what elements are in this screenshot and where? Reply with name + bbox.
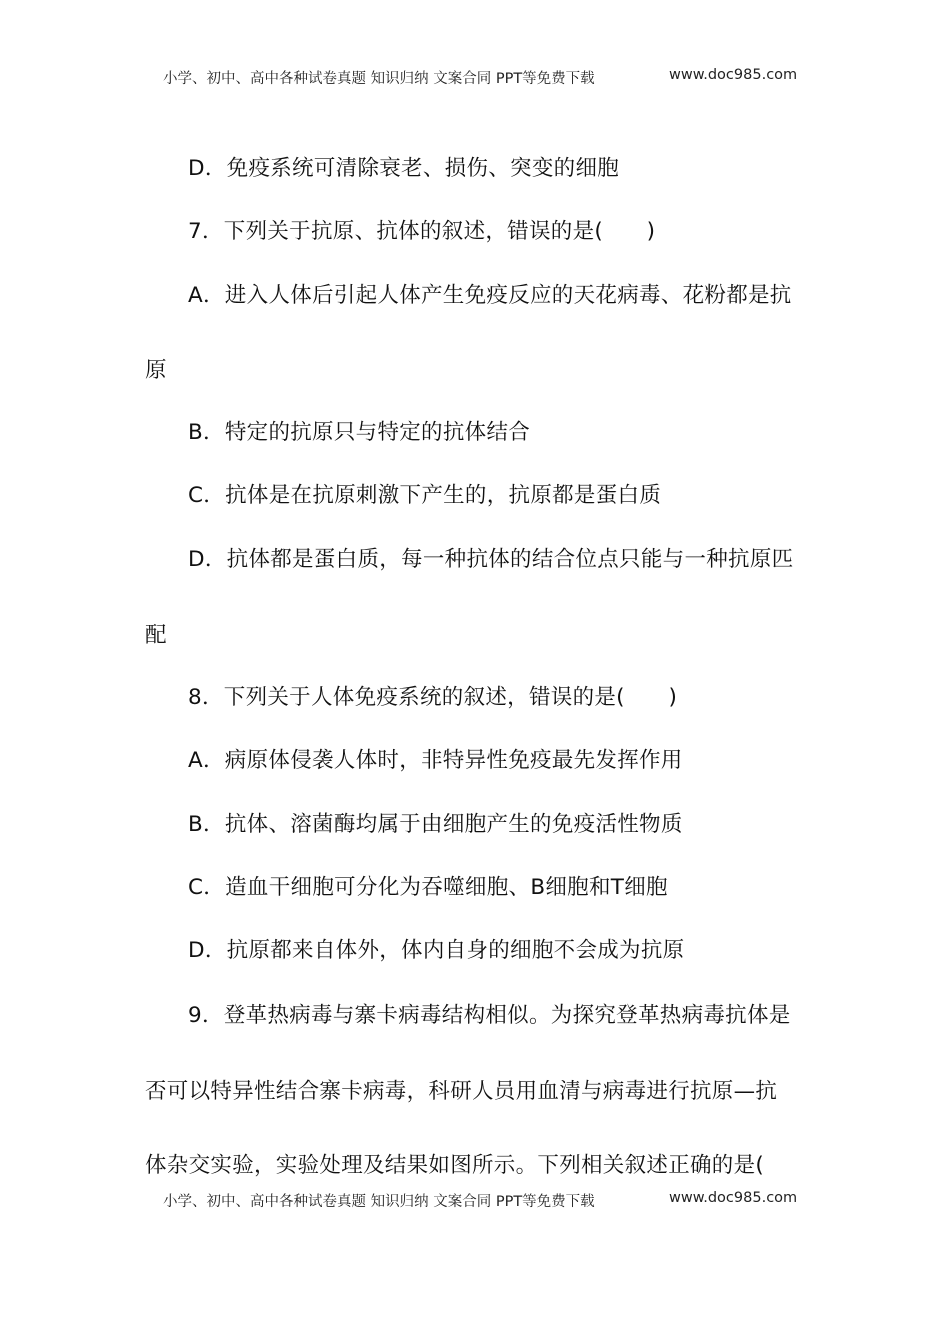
header-url[interactable]: www.doc985.com [669, 67, 798, 83]
header-text: 小学、初中、高中各种试卷真题 知识归纳 文案合同 PPT等免费下载 [163, 71, 595, 87]
option-8c: C．造血干细胞可分化为吞噬细胞、B细胞和T细胞 [188, 875, 668, 900]
question-9-stem-line1: 9．登革热病毒与寨卡病毒结构相似。为探究登革热病毒抗体是 [188, 1003, 791, 1028]
option-8b: B．抗体、溶菌酶均属于由细胞产生的免疫活性物质 [188, 812, 683, 837]
option-7c: C．抗体是在抗原刺激下产生的，抗原都是蛋白质 [188, 483, 662, 508]
option-8a: A．病原体侵袭人体时，非特异性免疫最先发挥作用 [188, 748, 683, 773]
question-7-stem: 7．下列关于抗原、抗体的叙述，错误的是( ) [188, 219, 656, 244]
question-9-stem-line3: 体杂交实验，实验处理及结果如图所示。下列相关叙述正确的是( [145, 1153, 765, 1178]
option-7d-continued: 配 [145, 623, 167, 648]
footer-url[interactable]: www.doc985.com [669, 1190, 798, 1206]
question-8-stem: 8．下列关于人体免疫系统的叙述，错误的是( ) [188, 685, 678, 710]
option-7a: A．进入人体后引起人体产生免疫反应的天花病毒、花粉都是抗 [188, 283, 792, 308]
option-6d: D．免疫系统可清除衰老、损伤、突变的细胞 [188, 156, 620, 181]
footer-text: 小学、初中、高中各种试卷真题 知识归纳 文案合同 PPT等免费下载 [163, 1194, 595, 1210]
option-8d: D．抗原都来自体外，体内自身的细胞不会成为抗原 [188, 938, 685, 963]
option-7a-continued: 原 [145, 358, 167, 383]
option-7d: D．抗体都是蛋白质，每一种抗体的结合位点只能与一种抗原匹 [188, 547, 794, 572]
option-7b: B．特定的抗原只与特定的抗体结合 [188, 420, 531, 445]
question-9-stem-line2: 否可以特异性结合寨卡病毒，科研人员用血清与病毒进行抗原—抗 [145, 1079, 778, 1104]
